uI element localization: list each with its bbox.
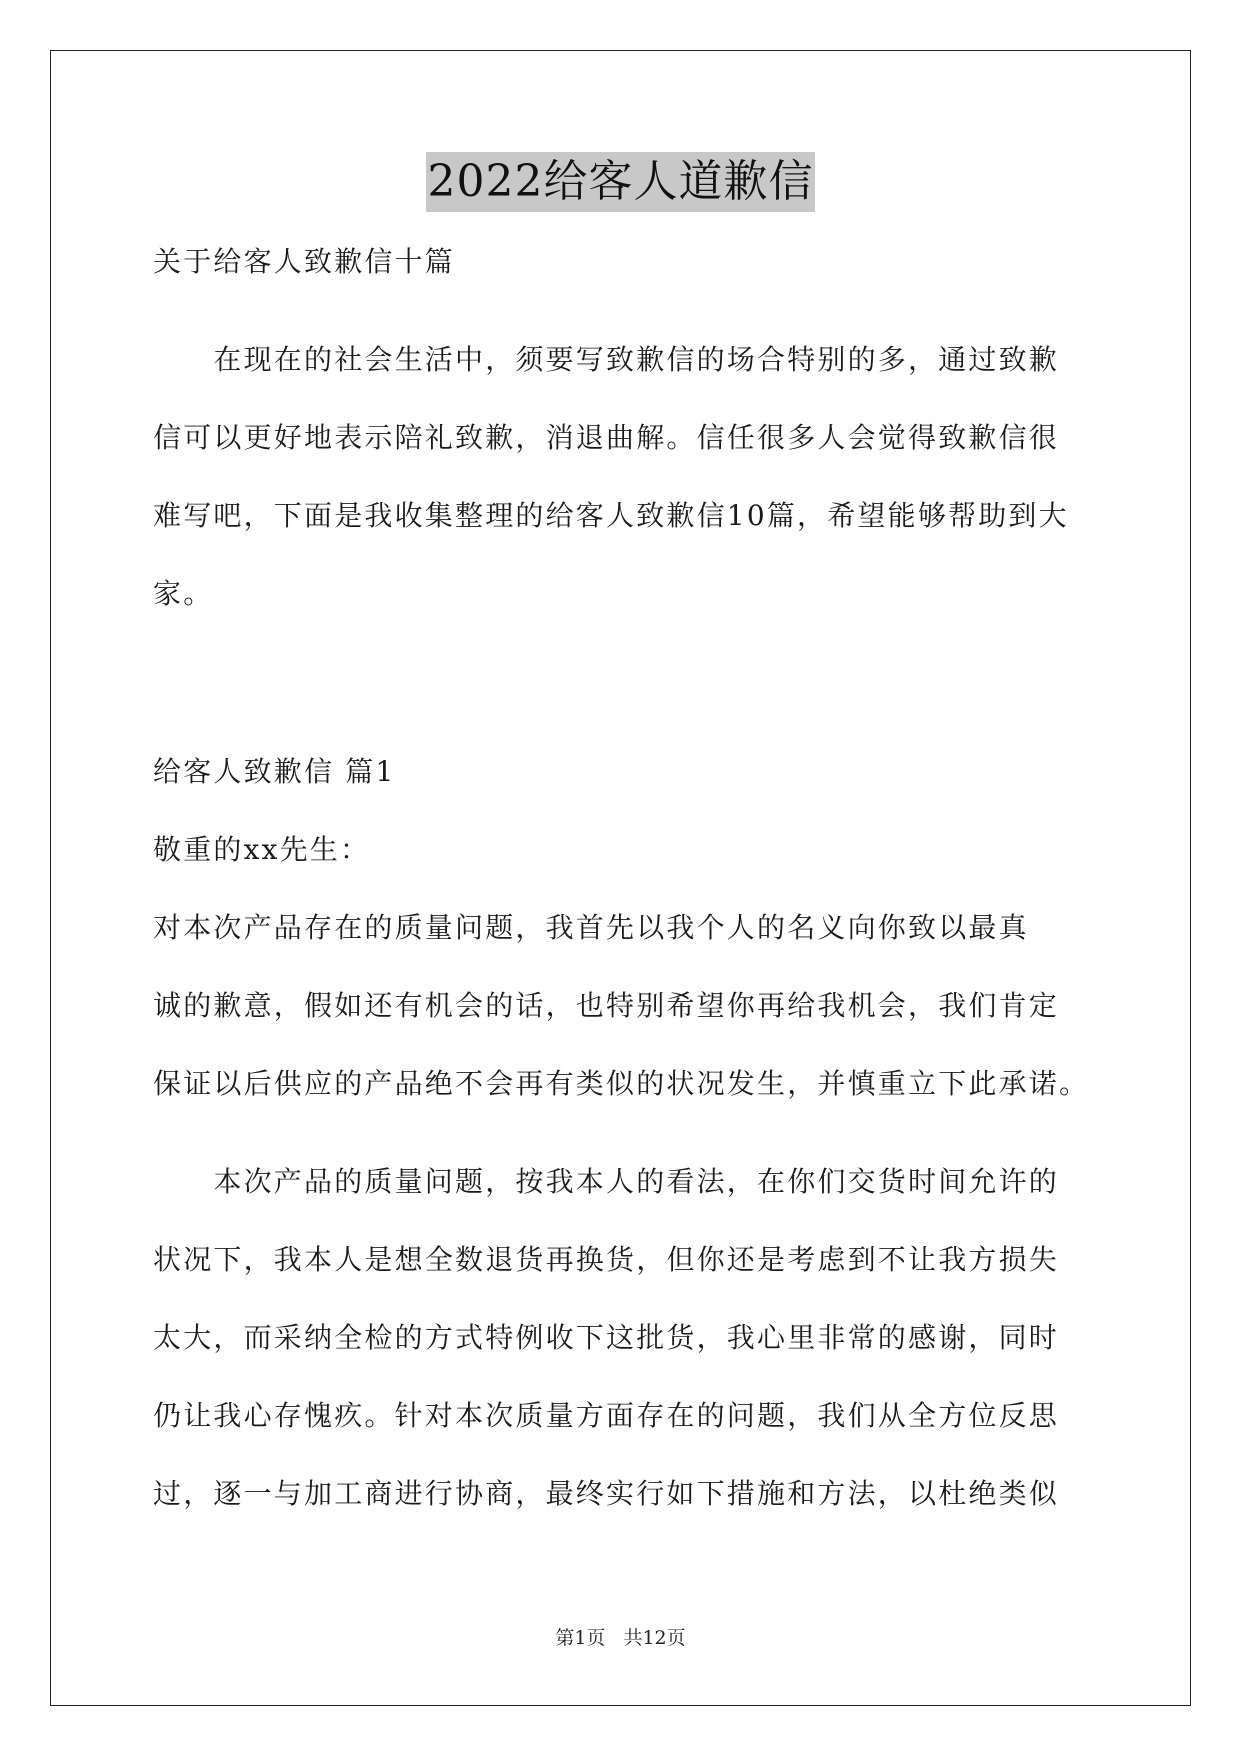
subtitle-line: 关于给客人致歉信十篇 [153,245,456,278]
document-title: 2022给客人道歉信 [426,152,816,212]
body-line: 信可以更好地表示陪礼致歉，消退曲解。信任很多人会觉得致歉信很 [153,421,1060,454]
page-border [50,50,1191,1706]
body-line: 诚的歉意，假如还有机会的话，也特别希望你再给我机会，我们肯定 [153,989,1060,1022]
body-line: 状况下，我本人是想全数退货再换货，但你还是考虑到不让我方损失 [153,1243,1060,1276]
body-line: 过，逐一与加工商进行协商，最终实行如下措施和方法，以杜绝类似 [153,1477,1060,1510]
section-heading: 给客人致歉信 篇1 [153,755,396,788]
body-line: 对本次产品存在的质量问题，我首先以我个人的名义向你致以最真 [153,911,1029,944]
body-line: 仍让我心存愧疚。针对本次质量方面存在的问题，我们从全方位反思 [153,1399,1060,1432]
page-number: 第1页 [555,1627,606,1649]
body-line: 本次产品的质量问题，按我本人的看法，在你们交货时间允许的 [153,1165,1060,1198]
salutation-line: 敬重的xx先生： [153,833,371,866]
body-line: 保证以后供应的产品绝不会再有类似的状况发生，并慎重立下此承诺。 [153,1067,1090,1100]
body-line: 难写吧，下面是我收集整理的给客人致歉信10篇，希望能够帮助到大 [153,499,1069,532]
page-footer [0,1625,1241,1651]
body-line: 在现在的社会生活中，须要写致歉信的场合特别的多，通过致歉 [153,343,1060,376]
title-container [0,152,1241,212]
body-line: 家。 [153,577,214,610]
body-line: 太大，而采纳全检的方式特例收下这批货，我心里非常的感谢，同时 [153,1321,1060,1354]
page-total: 共12页 [623,1627,686,1649]
